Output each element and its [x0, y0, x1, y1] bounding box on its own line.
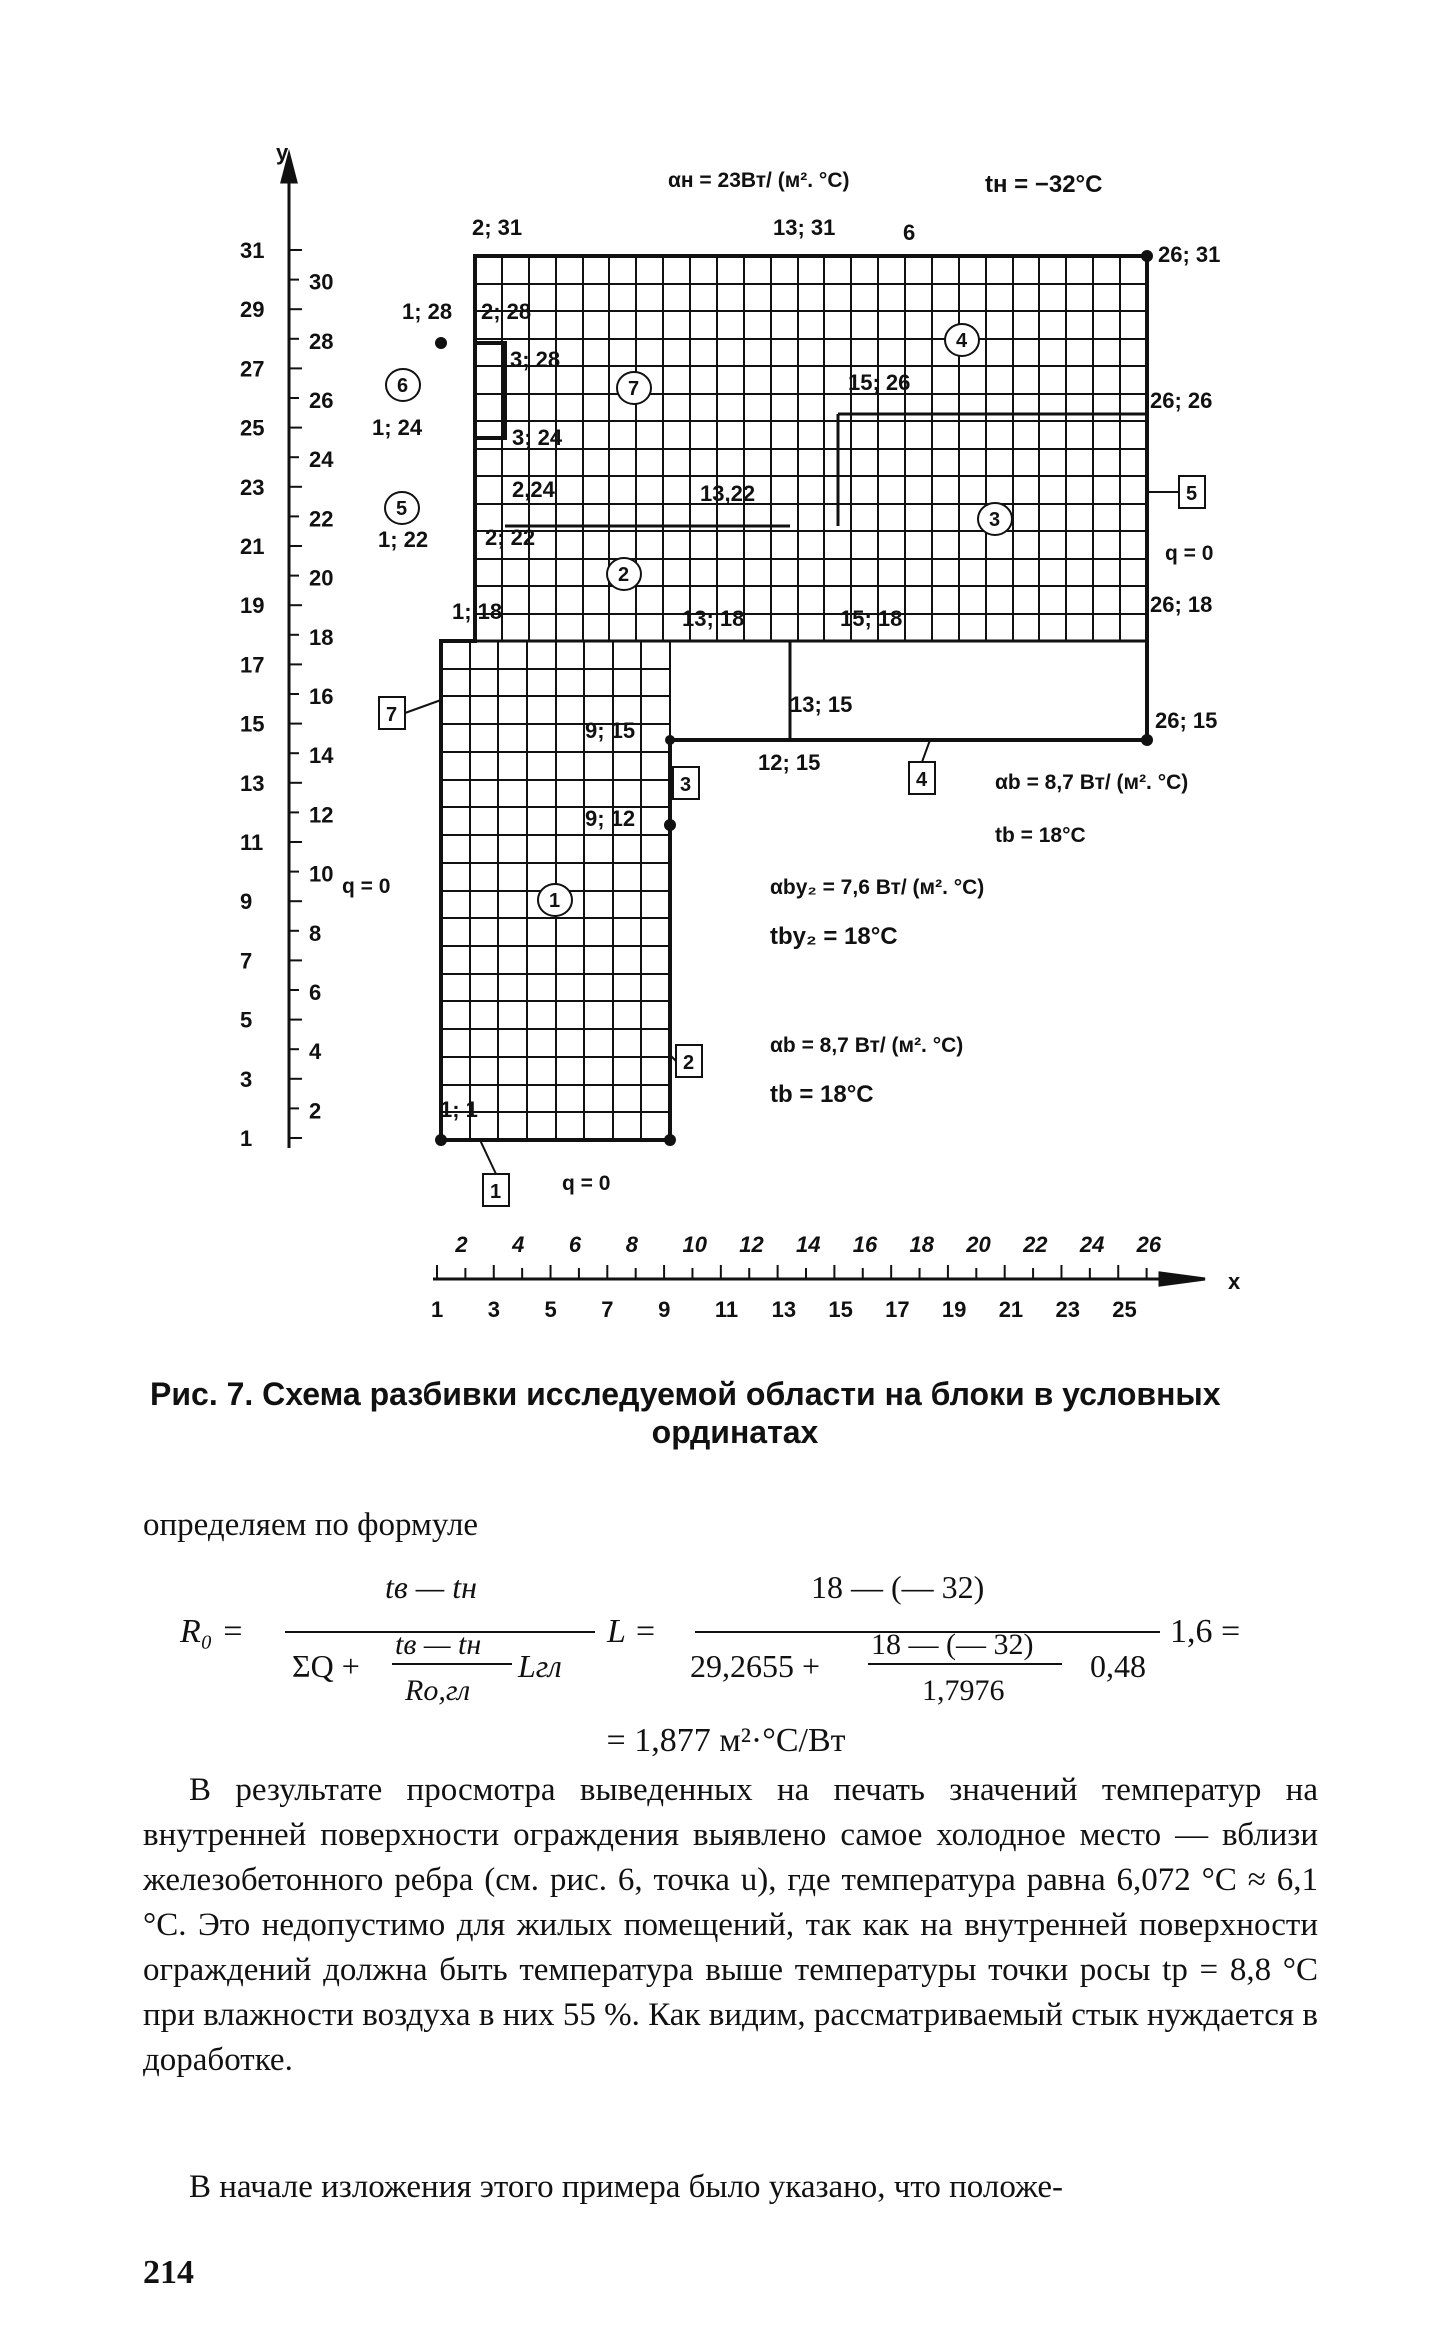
circled-block-number [386, 369, 420, 401]
y-tick-label-odd: 13 [240, 770, 265, 796]
circled-block-number [945, 324, 979, 356]
svg-text:3: 3 [989, 509, 1001, 531]
x-tick-label-even: 2 [455, 1232, 468, 1257]
circled-block-number [538, 884, 572, 916]
point-label: 2; 31 [472, 215, 523, 240]
boxed-block-number [673, 767, 699, 799]
x-tick-label-odd: 13 [771, 1297, 797, 1322]
y-tick-label-even: 10 [309, 861, 334, 887]
x-axis-letter: x [1228, 1269, 1241, 1294]
point-label: 3; 24 [512, 425, 563, 450]
point-label: 6 [903, 220, 916, 245]
resistance-formula [0, 1560, 1452, 1730]
y-tick-label-even: 26 [309, 388, 334, 413]
svg-text:5: 5 [1186, 483, 1198, 505]
y-tick-label-odd: 3 [240, 1066, 253, 1092]
y-tick-label-odd: 17 [240, 652, 265, 678]
svg-text:3: 3 [680, 774, 692, 796]
point-label: q = 0 [562, 1172, 611, 1195]
inner-alpha-label-1: αb = 8,7 Вт/ (м². °С) [995, 771, 1189, 794]
x-tick-label-odd: 21 [998, 1297, 1024, 1322]
svg-text:1: 1 [549, 890, 561, 912]
point-label: 26; 18 [1150, 592, 1213, 617]
point-label: 13; 15 [790, 692, 853, 717]
point-label: 15; 26 [848, 370, 911, 395]
y-tick-label-odd: 7 [240, 948, 253, 974]
x-tick-label-odd: 17 [885, 1297, 910, 1322]
y-tick-label-even: 28 [309, 328, 334, 354]
svg-text:4: 4 [916, 769, 928, 791]
point-label: 26; 31 [1158, 242, 1221, 267]
y-tick-label-odd: 29 [240, 297, 265, 323]
x-tick-label-even: 26 [1136, 1232, 1162, 1257]
y-tick-label-odd: 9 [240, 889, 253, 915]
circled-block-number [607, 558, 641, 590]
x-tick-label-odd: 23 [1055, 1297, 1080, 1322]
x-tick-label-odd: 25 [1112, 1297, 1137, 1322]
inner-temp-label-1: tb = 18°С [995, 824, 1086, 847]
svg-text:6: 6 [397, 375, 409, 397]
x-tick-label-even: 12 [739, 1232, 764, 1257]
formula-inner-den: Rо,гл [405, 1674, 471, 1707]
x-tick-label-odd: 19 [941, 1297, 967, 1322]
x-tick-label-odd: 15 [828, 1297, 853, 1322]
point-label: 1; 24 [372, 415, 423, 440]
point-label: 15; 18 [840, 606, 903, 631]
x-tick-label-even: 24 [1079, 1232, 1105, 1257]
x-tick-label-odd: 5 [544, 1297, 557, 1322]
y-tick-label-odd: 19 [240, 593, 265, 619]
y-tick-label-odd: 11 [240, 830, 264, 855]
formula-frac1-den-b: Lгл [518, 1648, 562, 1684]
x-tick-label-even: 14 [796, 1232, 821, 1257]
outer-heat-transfer-label: αн = 23Вт/ (м². °С) [668, 169, 850, 192]
x-tick-label-even: 6 [568, 1232, 582, 1257]
leader-line [480, 1140, 496, 1174]
formula-inner-num-2: 18 — (— 32) [871, 1628, 1034, 1661]
inner-temp-label-2: tb = 18°С [770, 1081, 874, 1108]
formula-tail: 1,6 = [1170, 1613, 1241, 1650]
point-label: q = 0 [342, 875, 391, 898]
point-label: 1; 22 [378, 527, 429, 552]
page-number: 214 [143, 2254, 194, 2291]
leader-line [405, 700, 441, 713]
y-tick-label-even: 6 [309, 980, 322, 1005]
y-tick-label-even: 8 [309, 920, 322, 946]
svg-text:1: 1 [490, 1181, 502, 1203]
lead-text: определяем по формуле [143, 1507, 479, 1543]
point-label: 12; 15 [758, 750, 821, 775]
y-tick-label-odd: 23 [240, 474, 265, 500]
x-tick-label-odd: 9 [658, 1297, 671, 1322]
formula-frac2-num: 18 — (— 32) [811, 1569, 985, 1605]
point-label: 3; 28 [510, 347, 561, 372]
svg-text:7: 7 [386, 704, 398, 726]
point-label: 9; 12 [585, 806, 636, 831]
y-tick-label-even: 16 [309, 684, 334, 709]
y-tick-label-even: 14 [309, 743, 334, 769]
x-tick-label-even: 20 [966, 1232, 991, 1257]
x-tick-label-even: 22 [1023, 1232, 1048, 1257]
boxed-block-number [909, 762, 935, 794]
x-tick-label-even: 18 [909, 1232, 935, 1257]
figure-caption [150, 1375, 1320, 1451]
y-axis-letter: y [276, 140, 289, 165]
point-label: 9; 15 [585, 718, 636, 743]
point-label: 2; 22 [485, 525, 536, 550]
y-tick-label-even: 2 [309, 1098, 322, 1124]
x-tick-label-even: 4 [512, 1232, 525, 1257]
point-label: 1; 28 [402, 299, 453, 324]
y-tick-label-even: 12 [309, 802, 334, 828]
svg-text:7: 7 [628, 378, 640, 400]
y-tick-label-odd: 27 [240, 356, 265, 382]
outer-temperature-label: tн = −32°С [985, 171, 1103, 198]
formula-inner-den-2: 1,7976 [922, 1674, 1005, 1707]
y-tick-label-even: 30 [309, 269, 334, 295]
svg-text:4: 4 [956, 330, 968, 352]
point-label: 1; 1 [440, 1097, 478, 1122]
point-label: 13; 18 [682, 606, 745, 631]
y-tick-label-odd: 31 [240, 238, 265, 263]
circled-block-number [978, 503, 1012, 535]
boxed-block-number [676, 1045, 702, 1077]
y-tick-label-even: 18 [309, 624, 334, 650]
paragraph-2: В начале изложения этого примера было указано, что положе- [189, 2169, 1064, 2205]
svg-text:2: 2 [618, 564, 630, 586]
formula-frac2-den-a: 29,2655 + [690, 1648, 821, 1684]
circled-block-number [617, 372, 651, 404]
inner-alpha-label-2: αb = 8,7 Вт/ (м². °С) [770, 1034, 964, 1057]
svg-text:5: 5 [396, 498, 408, 520]
corner-temp-label: tby₂ = 18°С [770, 923, 898, 950]
point-label: 26; 15 [1155, 708, 1218, 733]
y-axis [282, 155, 296, 1148]
paragraph-1: В результате просмотра выведенных на печать значений температур на внутренней поверхности ограждения выявлено самое холодное место — вблизи железобетонного ребра (см. рис. 6, точка u), где температура равна 6,072 °С ≈ 6,1 °С. Это недопустимо для жилых помещений, так как на внутренней поверхности ограждений должна быть температура выше температуры точки росы tр = 8,8 °С при влажности воздуха в них 55 %. Как видим, рассматриваемый стык нуждается в доработке. [143, 1772, 1318, 2078]
boxed-block-number [1179, 476, 1205, 508]
point-label: q = 0 [1165, 542, 1214, 565]
boxed-block-number [483, 1174, 509, 1206]
point-label: 2,24 [512, 477, 555, 502]
x-tick-label-odd: 7 [601, 1297, 614, 1322]
y-tick-label-odd: 5 [240, 1007, 253, 1033]
formula-frac2-den-b: 0,48 [1090, 1648, 1146, 1684]
x-tick-label-odd: 3 [487, 1297, 501, 1322]
y-tick-label-odd: 1 [240, 1126, 253, 1151]
circled-block-number [385, 492, 419, 524]
corner-alpha-label: αby₂ = 7,6 Вт/ (м². °С) [770, 876, 985, 899]
boxed-block-number [379, 697, 405, 729]
caption-line-1: Рис. 7. Схема разбивки исследуемой области на блоки в условных [150, 1376, 1221, 1412]
x-tick-label-even: 10 [682, 1232, 707, 1257]
x-tick-label-odd: 1 [431, 1297, 444, 1322]
y-tick-label-even: 24 [309, 447, 334, 473]
leader-line [922, 740, 930, 762]
formula-frac1-den-a: ΣQ + [292, 1648, 360, 1684]
y-tick-label-even: 22 [309, 506, 334, 532]
x-tick-label-even: 16 [852, 1232, 878, 1257]
svg-text:2: 2 [683, 1052, 695, 1074]
y-tick-label-even: 4 [309, 1039, 322, 1065]
y-tick-label-odd: 15 [240, 711, 265, 737]
y-tick-label-odd: 25 [240, 415, 265, 441]
formula-result: = 1,877 м²·°С/Вт [606, 1722, 846, 1759]
point-label: 13,22 [700, 481, 756, 506]
x-tick-label-even: 8 [625, 1232, 638, 1257]
point-label: 26; 26 [1150, 388, 1213, 413]
y-tick-label-even: 20 [309, 565, 334, 591]
formula-frac1-num: tв — tн [385, 1569, 477, 1605]
point-label: 1; 18 [452, 599, 503, 624]
point-label: 2; 28 [481, 299, 532, 324]
formula-inner-num: tв — tн [395, 1628, 482, 1661]
caption-line-2: ординатах [651, 1414, 819, 1450]
x-tick-label-odd: 11 [714, 1297, 739, 1322]
formula-lhs: R₀ = [180, 1613, 245, 1650]
formula-mid: L = [607, 1613, 657, 1650]
y-tick-label-odd: 21 [240, 534, 265, 559]
point-label: 13; 31 [773, 215, 836, 240]
